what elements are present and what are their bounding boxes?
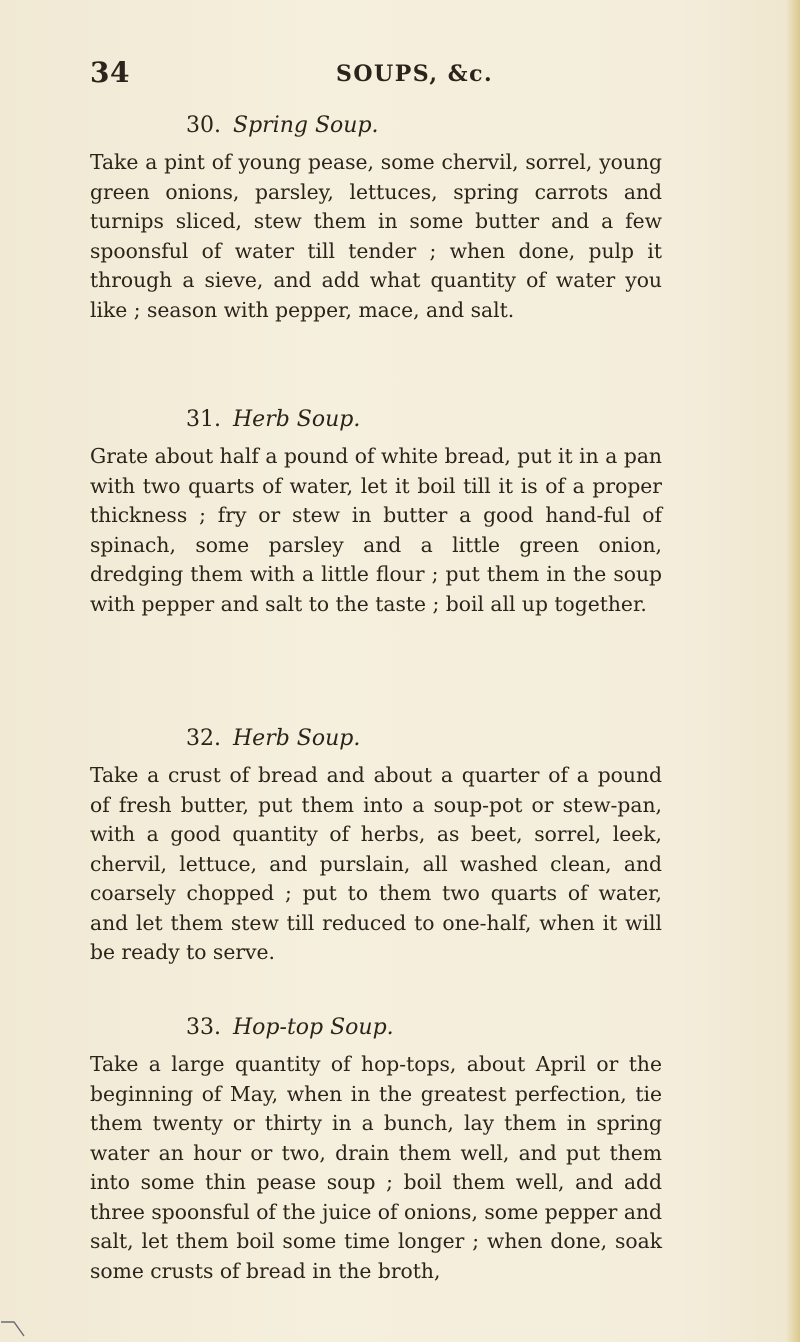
recipe-body: Take a crust of bread and about a quarter of a pound of fresh butter, put them into a soup-pot or stew-pan, with a good quantity of herbs, as beet, sorrel, leek, chervil, lettuce, and purslain, all washed clean, and coarsely chopped ; put to them two quarts of water, and let them stew till reduced to one-half, when it will be ready to serve. (90, 763, 662, 964)
recipe-30 (90, 110, 662, 325)
recipe-heading (90, 1012, 662, 1044)
recipe-heading (90, 723, 662, 755)
recipe-body: Take a large quantity of hop-tops, about April or the beginning of May, when in the greatest perfection, tie them twenty or thirty in a bunch, lay them in spring water an hour or two, drain them well, and put them into some thin pease soup ; boil them well, and add three spoonsful of the juice of onions, some pepper and salt, let them boil some time longer ; when done, soak some crusts of bread in the broth, (90, 1052, 662, 1283)
corner-mark-icon (0, 1316, 26, 1338)
recipe-33 (90, 1012, 662, 1286)
recipe-number: 30. (186, 113, 221, 138)
recipe-title: Spring Soup. (233, 113, 379, 138)
recipe-heading (90, 110, 662, 142)
recipe-title: Hop-top Soup. (233, 1015, 394, 1040)
recipe-32 (90, 723, 662, 968)
recipe-number: 33. (186, 1015, 221, 1040)
recipe-number: 31. (186, 407, 221, 432)
recipe-body: Grate about half a pound of white bread, put it in a pan with two quarts of water, let it boil till it is of a proper thickness ; fry or stew in butter a good hand-ful of spinach, some parsley and a little green onion, dredging them with a little flour ; put them in the soup with pepper and salt to the taste ; boil all up together. (90, 444, 662, 616)
recipe-body: Take a pint of young pease, some chervil, sorrel, young green onions, parsley, lettuces, spring carrots and turnips sliced, stew them in some butter and a few spoonsful of water till tender ; when done, pulp it through a sieve, and add what quantity of water you like ; season with pepper, mace, and salt. (90, 150, 662, 322)
page-number: 34 (90, 56, 130, 89)
recipe-31 (90, 404, 662, 619)
recipe-title: Herb Soup. (233, 726, 361, 751)
recipe-title: Herb Soup. (233, 407, 361, 432)
recipe-number: 32. (186, 726, 221, 751)
page-edge-shadow (786, 0, 800, 1342)
recipe-heading (90, 404, 662, 436)
page-header (90, 56, 650, 96)
running-head: SOUPS, &c. (336, 61, 494, 87)
